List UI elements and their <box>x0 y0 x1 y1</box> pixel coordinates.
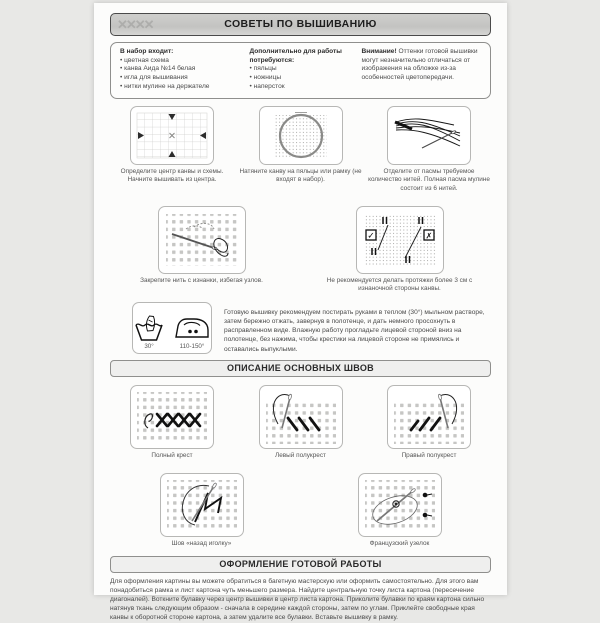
stitch-caption: Полный крест <box>151 451 193 459</box>
handwash-icon <box>134 315 164 342</box>
stitch-right-half-cross <box>367 385 491 460</box>
tip-caption: Натяните канву на пяльцы или рамку (не входят в набор). <box>239 168 362 184</box>
tip-caption: Закрепите нить с изнанки, избегая узлов. <box>140 276 263 284</box>
iron-icon <box>174 315 210 342</box>
stitch-caption: Левый полукрест <box>275 451 326 459</box>
warning-text: Оттенки готовой вышивки могут незначительно отличаться от изображения на обложке из-за особенностей цветопередачи. <box>361 48 478 82</box>
secure-thread-icon <box>164 212 240 268</box>
care-symbols-box <box>132 302 212 354</box>
sheet-content <box>94 3 507 623</box>
framing-section-header: ОФОРМЛЕНИЕ ГОТОВОЙ РАБОТЫ <box>110 556 491 573</box>
stitch-caption: Французский узелок <box>369 540 430 548</box>
tip-hoop-figure <box>259 106 343 165</box>
french-knot-icon <box>363 478 437 532</box>
full-cross-stitch-icon <box>135 390 209 444</box>
instruction-sheet <box>94 3 507 622</box>
cross-stitch-watermark: ✕✕✕✕ <box>117 17 153 32</box>
check-icon: ✓ <box>366 230 375 241</box>
tips-row-2 <box>110 206 491 294</box>
stitch-full-cross <box>110 385 234 460</box>
stitch-backstitch <box>127 473 277 548</box>
warning-label: Внимание! <box>361 48 397 55</box>
wash-temp-label: 30° <box>144 342 154 350</box>
page-title: СОВЕТЫ ПО ВЫШИВАНИЮ <box>224 18 377 30</box>
stitch-caption: Шов «назад иголку» <box>171 540 232 548</box>
list-item: • нитки мулине на держателе <box>120 83 240 92</box>
kit-additional-column <box>250 48 352 92</box>
kit-info-box <box>110 42 491 99</box>
thread-carry-rules-icon <box>362 212 438 268</box>
kit-warning-column <box>362 48 482 92</box>
page-title-bar <box>110 13 491 36</box>
list-item: • наперсток <box>250 83 352 92</box>
floss-strands-icon <box>392 112 466 159</box>
tips-row-1 <box>110 106 491 193</box>
stitches-row-1 <box>110 385 491 460</box>
kit-additional-header: Дополнительно для работы потребуются: <box>249 48 342 64</box>
tip-floss <box>367 106 491 193</box>
tip-find-center <box>110 106 234 193</box>
tip-secure-thread <box>127 206 277 294</box>
right-half-cross-stitch-icon <box>392 388 466 446</box>
iron-temp-label: 110-150° <box>179 342 205 350</box>
stitch-french-knot-figure <box>358 473 442 537</box>
care-row <box>110 302 491 354</box>
kit-included-header: В набор входит: <box>120 48 174 55</box>
tip-floss-figure <box>387 106 471 165</box>
tip-hoop <box>239 106 363 193</box>
list-item: • игла для вышивания <box>120 74 240 83</box>
list-item: • пяльцы <box>250 65 352 74</box>
tip-secure-thread-figure <box>158 206 246 274</box>
stitches-row-2 <box>110 473 491 548</box>
stitches-section-header: ОПИСАНИЕ ОСНОВНЫХ ШВОВ <box>110 360 491 377</box>
list-item: • цветная схема <box>120 57 240 66</box>
stitch-right-half-cross-figure <box>387 385 471 449</box>
stitch-caption: Правый полукрест <box>401 451 457 459</box>
stitch-french-knot <box>325 473 475 548</box>
backstitch-icon <box>165 478 239 532</box>
iron-symbol <box>174 315 210 350</box>
canvas-center-diagram-icon <box>136 112 208 159</box>
left-half-cross-stitch-icon <box>264 388 338 446</box>
handwash-symbol <box>134 315 164 350</box>
list-item: • ножницы <box>250 74 352 83</box>
framing-instructions-text: Для оформления картины вы можете обратиться в багетную мастерскую или оформить самостоятельно. Для этого вам понадобиться рамка и лист картона чуть меньшего размера. Найдите центральную точку листа картона (пересечение диагоналей). Воткните булавку через центр вышивки в центр листа картона. Приколите булавки по краям картона сильно натянув ткань следующим образом - сначала в середине каждой стороны, затем по углам. Приклейте свободные края канвы к оборотной стороне картона, а затем удалите все булавки. Вставьте вышивку в рамку. <box>110 578 485 622</box>
stitch-backstitch-figure <box>160 473 244 537</box>
tip-caption: Отделите от пасмы требуемое количество нитей. Полная пасма мулине состоит из 6 нитей. <box>368 168 490 192</box>
stitch-full-cross-figure <box>130 385 214 449</box>
tip-caption: Не рекомендуется делать протяжки более 3 см с изнаночной стороны канвы. <box>326 276 473 293</box>
tip-find-center-figure <box>130 106 214 165</box>
list-item: • канва Аида №14 белая <box>120 65 240 74</box>
cross-icon: ✗ <box>425 231 432 241</box>
embroidery-hoop-icon <box>265 111 337 160</box>
tip-no-long-carries <box>325 206 475 294</box>
stitch-left-half-cross-figure <box>259 385 343 449</box>
kit-included-column <box>120 48 240 92</box>
care-instructions-text: Готовую вышивку рекомендуем постирать руками в теплом (30°) мыльном растворе, затем бережно отжать, завернув в полотенце, и дать немного просохнуть в расправленном виде. Влажную работу прогладьте лицевой стороной вниз на полотенце, без нажима, чтобы крестики на лицевой стороне не примялись и оставались выпуклыми. <box>224 308 485 353</box>
tip-caption: Определите центр канвы и схемы. Начните вышивать из центра. <box>120 168 224 184</box>
stitch-left-half-cross <box>239 385 363 460</box>
tip-no-long-carries-figure <box>356 206 444 274</box>
